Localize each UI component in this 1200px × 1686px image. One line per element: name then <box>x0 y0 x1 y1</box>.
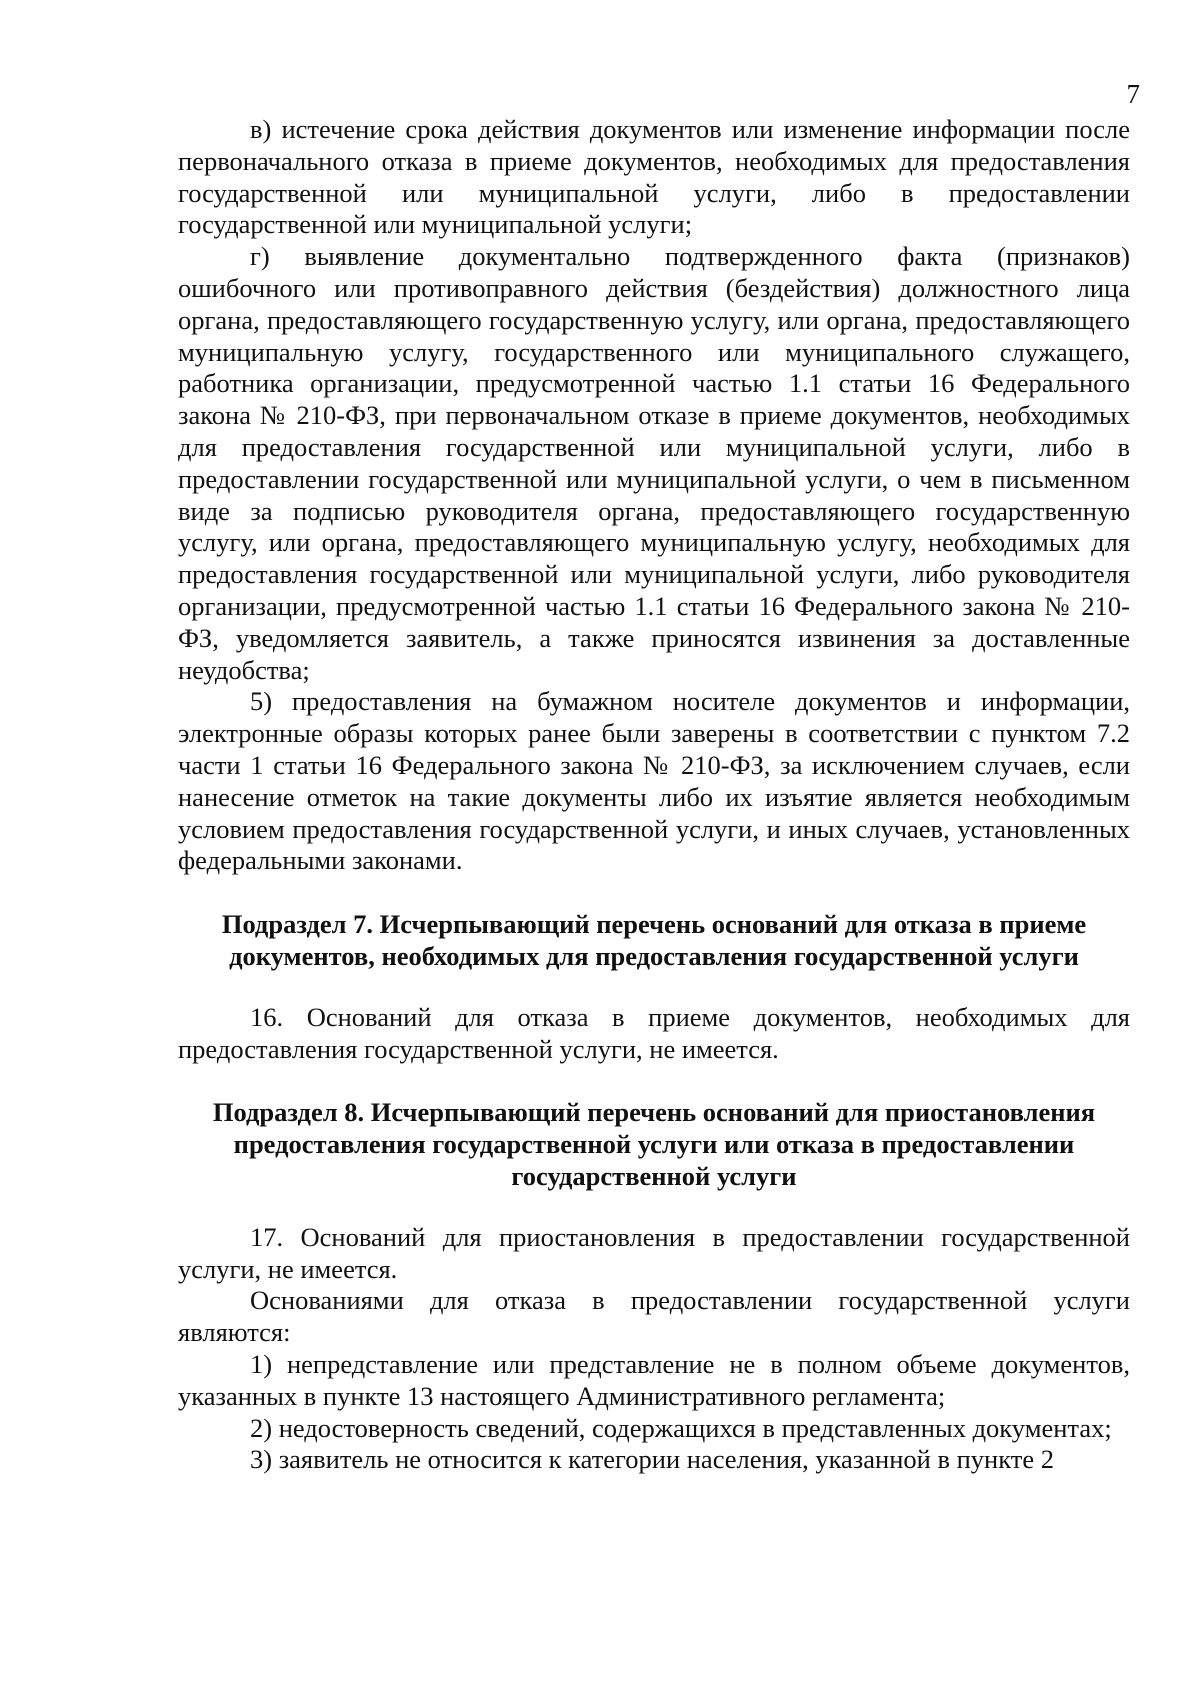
paragraph-ground-1: 1) непредставление или представление не в полном объеме документов, указанных в пункте 13 настоящего Административного регламента; <box>178 1348 1130 1411</box>
paragraph-item-g: г) выявление документально подтвержденного факта (признаков) ошибочного или противоправного действия (бездействия) должностного лица органа, предоставляющего государственную услугу, или органа, предоставляющего муниципальную услугу, государственного или муниципального служащего, работника организации, предусмотренной частью 1.1 статьи 16 Федерального закона № 210-ФЗ, при первоначальном отказе в приеме документов, необходимых для предоставления государственной или муниципальной услуги, либо в предоставлении государственной или муниципальной услуги, о чем в письменном виде за подписью руководителя органа, предоставляющего государственную услугу, или органа, предоставляющего муниципальную услугу, необходимых для предоставления государственной или муниципальной услуги, либо руководителя организации, предусмотренной частью 1.1 статьи 16 Федерального закона № 210-ФЗ, уведомляется заявитель, а также приносятся извинения за доставленные неудобства; <box>178 241 1130 685</box>
subsection-8-heading: Подраздел 8. Исчерпывающий перечень оснований для приостановления предоставления государственной услуги или отказа в предоставлении государственной услуги <box>212 1096 1096 1191</box>
paragraph-ground-3: 3) заявитель не относится к категории населения, указанной в пункте 2 <box>250 1444 1054 1475</box>
paragraph-item-5: 5) предоставления на бумажном носителе документов и информации, электронные образы которых ранее были заверены в соответствии с пунктом 7.2 части 1 статьи 16 Федерального закона № 210-ФЗ, за исключением случаев, если нанесение отметок на такие документы либо их изъятие является необходимым условием предоставления государственной услуги, и иных случаев, установленных федеральными законами. <box>178 686 1130 876</box>
paragraph-16: 16. Оснований для отказа в приеме документов, необходимых для предоставления государственной услуги, не имеется. <box>178 1002 1130 1064</box>
page-number: 7 <box>1126 79 1140 109</box>
subsection-7-heading: Подраздел 7. Исчерпывающий перечень оснований для отказа в приеме документов, необходимых для предоставления государственной услуги <box>221 909 1087 972</box>
document-body <box>178 114 1130 1476</box>
paragraph-refusal-grounds: Основаниями для отказа в предоставлении государственной услуги являются: <box>178 1285 1130 1348</box>
paragraph-ground-2: 2) недостоверность сведений, содержащихся в представленных документах; <box>250 1412 1112 1443</box>
paragraph-17: 17. Оснований для приостановления в предоставлении государственной услуги, не имеется. <box>178 1221 1130 1284</box>
paragraph-item-v: в) истечение срока действия документов или изменение информации после первоначального отказа в приеме документов, необходимых для предоставления государственной или муниципальной услуги, либо в предоставлении государственной или муниципальной услуги; <box>178 114 1130 240</box>
